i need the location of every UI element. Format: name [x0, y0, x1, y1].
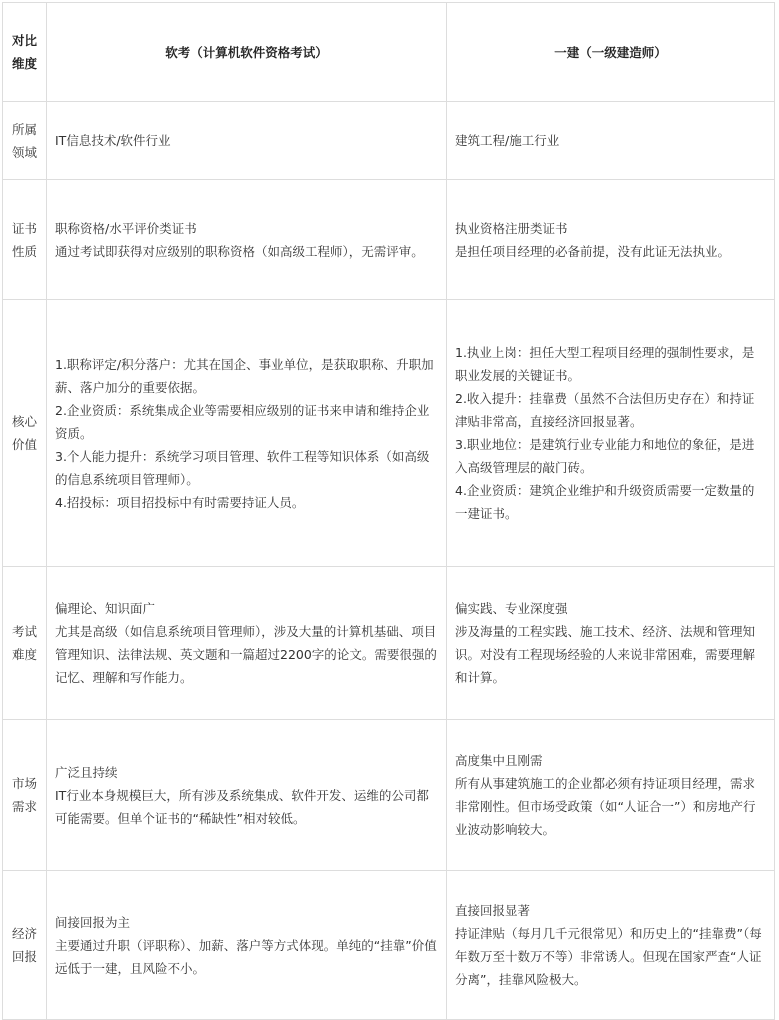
table-row [3, 300, 775, 567]
cell-heading: 偏理论、知识面广 [55, 601, 156, 616]
ruankao-cell [47, 102, 447, 180]
cell-text: 4.招投标：项目招投标中有时需要持证人员。 [55, 494, 305, 510]
yijian-cell [447, 180, 775, 300]
cell-text: 建筑工程/施工行业 [455, 133, 560, 148]
row-label [3, 102, 47, 180]
yijian-cell [447, 567, 775, 720]
table-header-row [3, 3, 775, 102]
header-corner-line: 维度 [11, 56, 37, 71]
yijian-cell [447, 720, 775, 871]
ruankao-cell [47, 180, 447, 300]
table-row [3, 567, 775, 720]
cell-text: 持证津贴（每月几千元很常见）和历史上的“挂靠费”（每年数万至十数万不等）非常诱人。但现在国家严查“人证分离”，挂靠风险极大。 [455, 926, 762, 987]
cell-heading: 职称资格/水平评价类证书 [55, 220, 197, 236]
cell-heading: 直接回报显著 [455, 903, 531, 918]
cell-text: IT信息技术/软件行业 [55, 133, 171, 148]
row-label-line: 领域 [11, 144, 37, 160]
row-label-line: 证书 [11, 220, 37, 236]
header-ruankao: 软考（计算机软件资格考试） [47, 3, 447, 102]
row-label-line: 市场 [11, 776, 37, 791]
row-label [3, 720, 47, 871]
row-label-line: 性质 [11, 243, 37, 259]
row-label-line: 经济 [11, 926, 37, 941]
row-label-line: 需求 [11, 799, 37, 814]
cell-text: 涉及海量的工程实践、施工技术、经济、法规和管理知识。对没有工程现场经验的人来说非常困难，需要理解和计算。 [455, 624, 756, 685]
comparison-table-wrapper [2, 2, 775, 1020]
ruankao-cell [47, 567, 447, 720]
table-row [3, 180, 775, 300]
cell-heading: 高度集中且刚需 [455, 753, 543, 768]
row-label [3, 180, 47, 300]
table-row [3, 102, 775, 180]
row-label-line: 核心 [11, 414, 37, 429]
row-label-line: 价值 [11, 437, 37, 452]
table-row [3, 720, 775, 871]
yijian-cell [447, 871, 775, 1020]
yijian-cell [447, 102, 775, 180]
cell-text: 通过考试即获得对应级别的职称资格（如高级工程师），无需评审。 [55, 243, 424, 259]
cell-heading: 执业资格注册类证书 [455, 220, 568, 236]
cell-heading: 广泛且持续 [55, 764, 118, 780]
table-row [3, 871, 775, 1020]
row-label-line: 难度 [11, 647, 37, 662]
yijian-cell [447, 300, 775, 567]
cell-heading: 偏实践、专业深度强 [455, 601, 568, 616]
header-corner-line: 对比 [11, 33, 37, 48]
row-label [3, 567, 47, 720]
cell-text: 是担任项目经理的必备前提，没有此证无法执业。 [455, 243, 731, 259]
ruankao-cell [47, 720, 447, 871]
cell-text: 1.职称评定/积分落户：尤其在国企、事业单位，是获取职称、升职加薪、落户加分的重要依据。 [55, 356, 434, 395]
row-label-line: 回报 [11, 949, 37, 964]
cell-text: IT行业本身规模巨大，所有涉及系统集成、软件开发、运维的公司都可能需要。但单个证书的“稀缺性”相对较低。 [55, 787, 429, 826]
header-yijian: 一建（一级建造师） [447, 3, 775, 102]
cell-text: 尤其是高级（如信息系统项目管理师），涉及大量的计算机基础、项目管理知识、法律法规、英文题和一篇超过2200字的论文。需要很强的记忆、理解和写作能力。 [55, 624, 437, 685]
cell-text: 3.个人能力提升：系统学习项目管理、软件工程等知识体系（如高级的信息系统项目管理师）。 [55, 448, 430, 487]
row-label [3, 871, 47, 1020]
cell-heading: 间接回报为主 [55, 914, 131, 930]
cell-text: 1.执业上岗：担任大型工程项目经理的强制性要求，是职业发展的关键证书。 [455, 345, 755, 383]
ruankao-cell [47, 300, 447, 567]
cell-text: 4.企业资质：建筑企业维护和升级资质需要一定数量的一建证书。 [455, 483, 755, 521]
cell-text: 3.职业地位：是建筑行业专业能力和地位的象征，是进入高级管理层的敲门砖。 [455, 437, 755, 475]
header-corner [3, 3, 47, 102]
ruankao-cell [47, 871, 447, 1020]
row-label [3, 300, 47, 567]
cell-text: 2.企业资质：系统集成企业等需要相应级别的证书来申请和维持企业资质。 [55, 402, 430, 441]
row-label-line: 所属 [11, 121, 37, 137]
row-label-line: 考试 [11, 624, 37, 639]
cell-text: 所有从事建筑施工的企业都必须有持证项目经理，需求非常刚性。但市场受政策（如“人证合一”）和房地产行业波动影响较大。 [455, 776, 756, 837]
comparison-table [2, 2, 775, 1020]
cell-text: 主要通过升职（评职称）、加薪、落户等方式体现。单纯的“挂靠”价值远低于一建，且风险不小。 [55, 937, 437, 976]
cell-text: 2.收入提升：挂靠费（虽然不合法但历史存在）和持证津贴非常高，直接经济回报显著。 [455, 391, 755, 429]
